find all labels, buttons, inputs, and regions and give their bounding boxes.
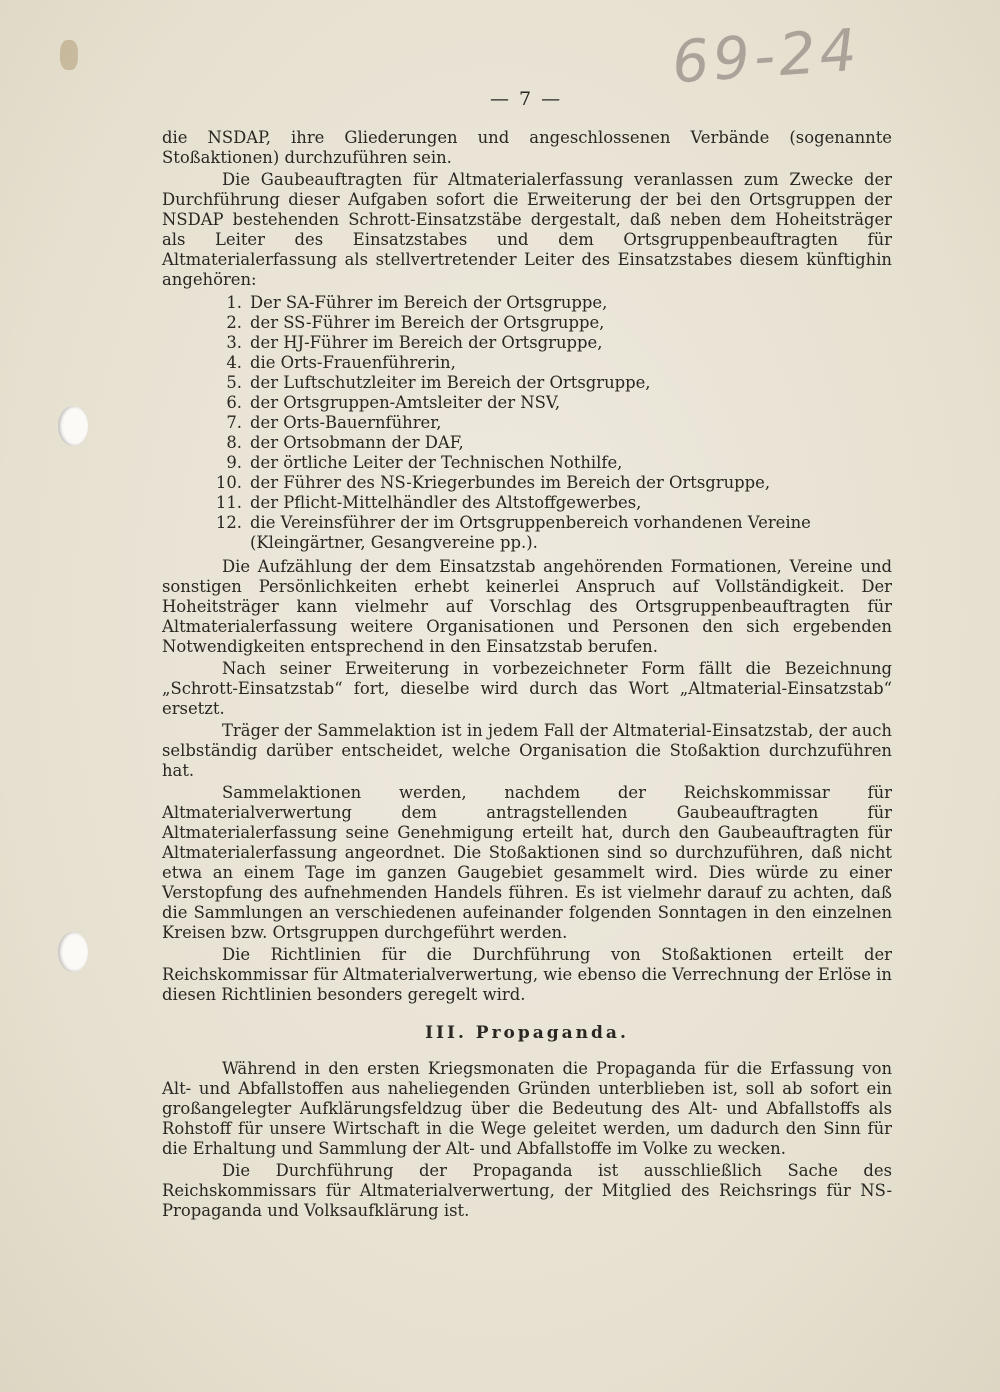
- list-text: der Orts-Bauernführer,: [250, 413, 442, 432]
- list-number: 5.: [226, 373, 242, 392]
- paragraph: Die Richtlinien für die Durchführung von Stoßaktionen erteilt der Reichskommissar für Altmaterialverwertung, wie ebenso die Verrechnung der Erlöse in diesen Richtlinien besonders geregelt wird.: [162, 945, 892, 1004]
- list-text: der SS-Führer im Bereich der Ortsgruppe,: [250, 313, 605, 332]
- list-item: [162, 453, 892, 473]
- list-number: 12.: [215, 513, 242, 532]
- list-number: 3.: [226, 333, 242, 352]
- paragraph: Nach seiner Erweiterung in vorbezeichneter Form fällt die Bezeichnung „Schrott-Einsatzstab“ fort, dieselbe wird durch das Wort „Altmaterial-Einsatzstab“ ersetzt.: [162, 659, 892, 718]
- list-number: 6.: [226, 393, 242, 412]
- member-list: [162, 293, 892, 553]
- list-number: 9.: [226, 453, 242, 472]
- section-heading: III. Propaganda.: [425, 1023, 629, 1043]
- list-text: der Führer des NS-Kriegerbundes im Bereich der Ortsgruppe,: [250, 473, 771, 492]
- list-text: die Orts-Frauenführerin,: [250, 353, 456, 372]
- paragraph: Die Gaubeauftragten für Altmaterialerfassung veranlassen zum Zwecke der Durchführung dieser Aufgaben sofort die Erweiterung der bei den Ortsgruppen der NSDAP bestehenden Schrott-Einsatzstäbe dergestalt, daß neben dem Hoheitsträger als Leiter des Einsatzstabes und dem Ortsgruppenbeauftragten für Altmaterialerfassung als stellvertretender Leiter des Einsatzstabes diesem künftighin angehören:: [162, 170, 892, 289]
- paper-stain: [60, 40, 78, 70]
- list-text: der örtliche Leiter der Technischen Nothilfe,: [250, 453, 623, 472]
- list-item: [162, 433, 892, 453]
- handwritten-annotation: 69-24: [669, 15, 863, 97]
- punch-hole-bottom: [58, 932, 88, 972]
- list-text: die Vereinsführer der im Ortsgruppenbereich vorhandenen Vereine (Kleingärtner, Gesangvereine pp.).: [250, 513, 811, 552]
- list-number: 4.: [226, 353, 242, 372]
- list-number: 8.: [226, 433, 242, 452]
- list-text: der Pflicht-Mittelhändler des Altstoffgewerbes,: [250, 493, 642, 512]
- page-number: — 7 —: [490, 88, 563, 110]
- paragraph: Die Durchführung der Propaganda ist ausschließlich Sache des Reichskommissars für Altmaterialverwertung, der Mitglied des Reichsrings für NS-Propaganda und Volksaufklärung ist.: [162, 1161, 892, 1220]
- list-text: Der SA-Führer im Bereich der Ortsgruppe,: [250, 293, 608, 312]
- list-number: 7.: [226, 413, 242, 432]
- list-item: [162, 333, 892, 353]
- paragraph: Sammelaktionen werden, nachdem der Reichskommissar für Altmaterialverwertung dem antragstellenden Gaubeauftragten für Altmaterialerfassung seine Genehmigung erteilt hat, durch den Gaubeauftragten für Altmaterialerfassung angeordnet. Die Stoßaktionen sind so durchzuführen, daß nicht etwa an einem Tage im ganzen Gaugebiet gesammelt wird. Dies würde zu einer Verstopfung des aufnehmenden Handels führen. Es ist vielmehr darauf zu achten, daß die Sammlungen an verschiedenen aufeinander folgenden Sonntagen in den einzelnen Kreisen bzw. Ortsgruppen durchgeführt werden.: [162, 783, 892, 942]
- list-number: 1.: [226, 293, 242, 312]
- list-number: 11.: [215, 493, 242, 512]
- list-item: [162, 313, 892, 333]
- list-text: der HJ-Führer im Bereich der Ortsgruppe,: [250, 333, 603, 352]
- paragraph: Die Aufzählung der dem Einsatzstab angehörenden Formationen, Vereine und sonstigen Persönlichkeiten erhebt keinerlei Anspruch auf Vollständigkeit. Der Hoheitsträger kann vielmehr auf Vorschlag des Ortsgruppenbeauftragten für Altmaterialerfassung weitere Organisationen und Personen den sich ergebenden Notwendigkeiten entsprechend in den Einsatzstab berufen.: [162, 557, 892, 656]
- list-item: [162, 293, 892, 313]
- list-text: der Ortsobmann der DAF,: [250, 433, 464, 452]
- list-item: [162, 513, 892, 553]
- document-body: [162, 128, 892, 1223]
- list-text: der Luftschutzleiter im Bereich der Ortsgruppe,: [250, 373, 651, 392]
- paragraph: die NSDAP, ihre Gliederungen und angeschlossenen Verbände (sogenannte Stoßaktionen) durchzuführen sein.: [162, 128, 892, 167]
- list-item: [162, 373, 892, 393]
- paragraph: Träger der Sammelaktion ist in jedem Fall der Altmaterial-Einsatzstab, der auch selbständig darüber entscheidet, welche Organisation die Stoßaktion durchzuführen hat.: [162, 721, 892, 780]
- list-number: 2.: [226, 313, 242, 332]
- list-item: [162, 493, 892, 513]
- list-number: 10.: [215, 473, 242, 492]
- list-item: [162, 413, 892, 433]
- list-item: [162, 393, 892, 413]
- list-item: [162, 473, 892, 493]
- list-item: [162, 353, 892, 373]
- punch-hole-top: [58, 406, 88, 446]
- paragraph: Während in den ersten Kriegsmonaten die Propaganda für die Erfassung von Alt- und Abfallstoffen aus naheliegenden Gründen unterblieben ist, soll ab sofort ein großangelegter Aufklärungsfeldzug über die Bedeutung des Alt- und Abfallstoffs als Rohstoff für unsere Wirtschaft in die Wege geleitet werden, um dadurch den Sinn für die Erhaltung und Sammlung der Alt- und Abfallstoffe im Volke zu wecken.: [162, 1059, 892, 1158]
- list-text: der Ortsgruppen-Amtsleiter der NSV,: [250, 393, 561, 412]
